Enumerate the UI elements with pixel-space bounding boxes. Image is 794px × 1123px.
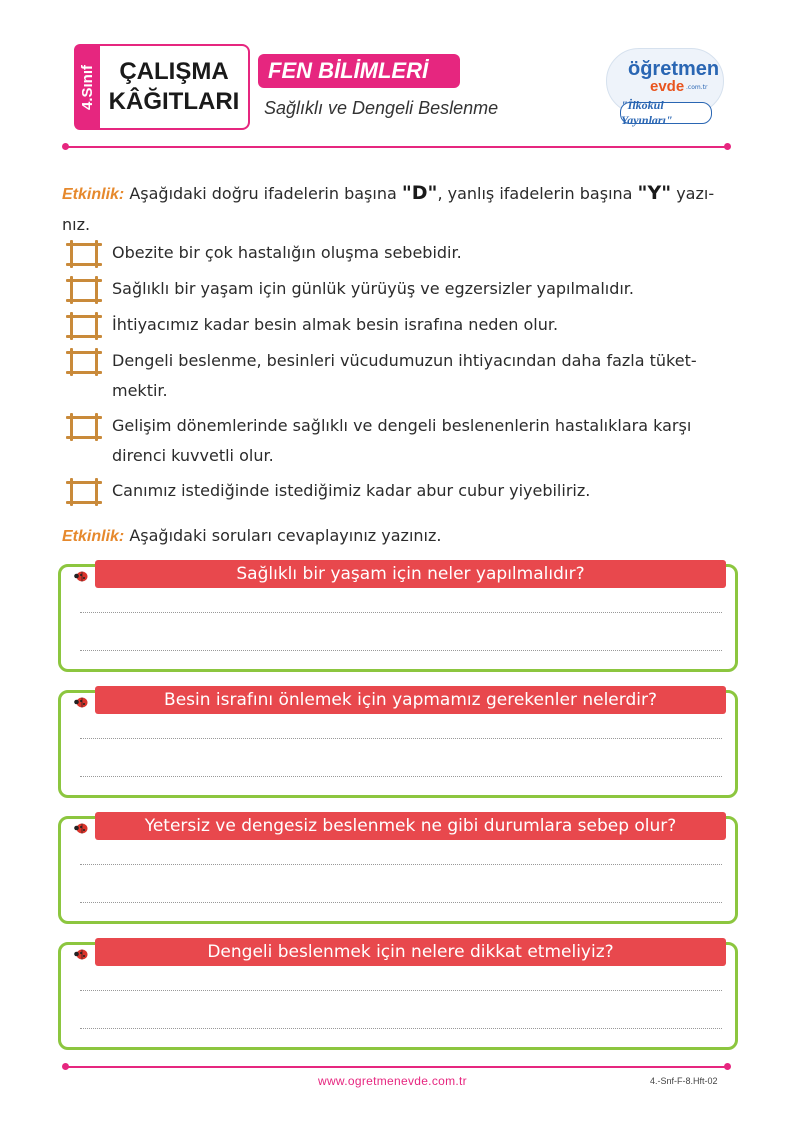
statement-item: [66, 276, 726, 304]
logo-tagline: "İlkokul Yayınları": [620, 102, 712, 124]
ladybug-icon: [74, 948, 88, 960]
false-mark: "Y": [637, 182, 672, 204]
question-title: Sağlıklı bir yaşam için neler yapılmalıdır?: [95, 560, 726, 588]
statement-text: Gelişim dönemlerinde sağlıklı ve dengeli beslenenlerin hastalıklara karşı direnci kuvvetli olur.: [112, 416, 692, 465]
answer-frame-icon[interactable]: [66, 478, 102, 506]
worksheet-title-box: [100, 44, 250, 130]
topic-subtitle: Sağlıklı ve Dengeli Beslenme: [264, 98, 499, 118]
question-title: Dengeli beslenmek için nelere dikkat etmeliyiz?: [95, 938, 726, 966]
activity-2-label: Etkinlik:: [62, 528, 125, 545]
statement-text: Sağlıklı bir yaşam için günlük yürüyüş ve egzersizler yapılmalıdır.: [112, 279, 634, 298]
activity-1-instructions: [62, 178, 726, 240]
subject-pill: FEN BİLİMLERİ: [258, 54, 460, 88]
logo-name-2: evde: [650, 78, 685, 95]
footer-code: 4.-Snf-F-8.Hft-02: [650, 1076, 718, 1086]
activity-1-label: Etkinlik:: [62, 186, 125, 203]
ladybug-icon: [74, 570, 88, 582]
statement-text: Canımız istediğinde istediğimiz kadar abur cubur yiyebiliriz.: [112, 481, 591, 500]
statement-item: [66, 312, 726, 340]
header-divider: [66, 146, 726, 148]
logo-name-1: öğretmen: [628, 58, 720, 80]
ladybug-icon: [74, 822, 88, 834]
statement-item: [66, 240, 726, 268]
answer-line[interactable]: [80, 650, 722, 651]
instr-text-b: , yanlış ifadelerin başına: [437, 184, 638, 203]
answer-line[interactable]: [80, 864, 722, 865]
instr-text-a: Aşağıdaki doğru ifadelerin başına: [124, 184, 402, 203]
instr-text-c: yazı-: [671, 184, 715, 203]
ladybug-icon: [74, 696, 88, 708]
instr-text-d: nız.: [62, 215, 91, 234]
header-divider-dot-left: [62, 143, 69, 150]
logo-domain: .com.tr: [686, 84, 708, 91]
true-mark: "D": [401, 182, 438, 204]
question-title: Besin israfını önlemek için yapmamız gerekenler nelerdir?: [95, 686, 726, 714]
title-line-2: KÂĞITLARI: [108, 88, 240, 115]
footer-divider-dot-left: [62, 1063, 69, 1070]
footer-url[interactable]: www.ogretmenevde.com.tr: [318, 1074, 467, 1088]
answer-line[interactable]: [80, 902, 722, 903]
answer-frame-icon[interactable]: [66, 312, 102, 340]
statement-item: [66, 413, 726, 471]
header-divider-dot-right: [724, 143, 731, 150]
answer-frame-icon[interactable]: [66, 413, 102, 441]
title-line-1: ÇALIŞMA: [119, 58, 229, 85]
answer-line[interactable]: [80, 612, 722, 613]
footer-divider: [66, 1066, 726, 1068]
answer-line[interactable]: [80, 1028, 722, 1029]
activity-2-text: Aşağıdaki soruları cevaplayınız yazınız.: [124, 526, 442, 545]
grade-label: 4.Sınıf: [78, 64, 96, 110]
statement-item: [66, 348, 726, 406]
footer-divider-dot-right: [724, 1063, 731, 1070]
answer-line[interactable]: [80, 990, 722, 991]
statement-text: Dengeli beslenme, besinleri vücudumuzun ihtiyacından daha fazla tüket-mektir.: [112, 351, 697, 400]
answer-frame-icon[interactable]: [66, 276, 102, 304]
statement-text: İhtiyacımız kadar besin almak besin israfına neden olur.: [112, 315, 559, 334]
statement-text: Obezite bir çok hastalığın oluşma sebebidir.: [112, 243, 462, 262]
grade-tab: [74, 44, 100, 130]
statement-item: [66, 478, 726, 506]
question-title: Yetersiz ve dengesiz beslenmek ne gibi durumlara sebep olur?: [95, 812, 726, 840]
answer-line[interactable]: [80, 738, 722, 739]
answer-frame-icon[interactable]: [66, 348, 102, 376]
answer-frame-icon[interactable]: [66, 240, 102, 268]
answer-line[interactable]: [80, 776, 722, 777]
publisher-logo: [606, 48, 722, 128]
activity-2-instructions: [62, 522, 441, 551]
